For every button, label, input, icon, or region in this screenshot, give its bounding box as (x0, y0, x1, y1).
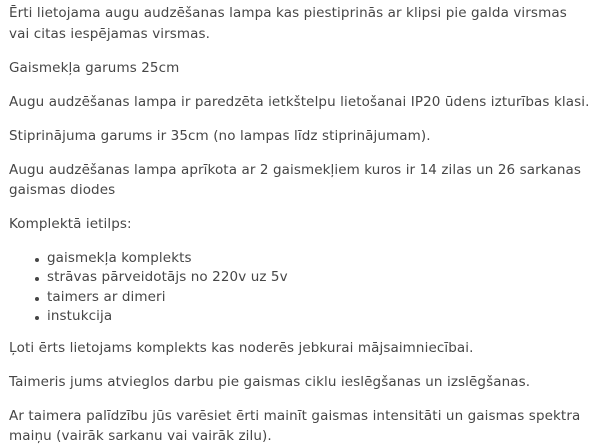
kit-contents-list (9, 249, 590, 327)
description-paragraph: Stiprinājuma garums ir 35cm (no lampas līdz stiprinājumam). (9, 127, 431, 144)
list-item: instukcija (35, 307, 590, 327)
description-paragraph: Gaismekļa garums 25cm (9, 59, 180, 76)
list-item: gaismekļa komplekts (35, 249, 590, 269)
list-item: strāvas pārveidotājs no 220v uz 5v (35, 268, 590, 288)
kit-contents-heading: Komplektā ietilps: (9, 216, 132, 232)
description-paragraph: Ar taimera palīdzību jūs varēsiet ērti mainīt gaismas intensitāti un gaismas spektra maiņu (vairāk sarkanu vai vairāk zilu). (9, 407, 581, 444)
description-paragraph: Augu audzēšanas lampa ir paredzēta ietkštelpu lietošanai IP20 ūdens izturības klasi. (9, 93, 590, 110)
description-paragraph: Ērti lietojama augu audzēšanas lampa kas piestiprinās ar klipsi pie galda virsmas vai citas iespējamas virsmas. (9, 5, 567, 42)
description-paragraph: Augu audzēšanas lampa aprīkota ar 2 gaismekļiem kuros ir 14 zilas un 26 sarkanas gaismas diodes (9, 161, 581, 198)
description-paragraph: Taimeris jums atvieglos darbu pie gaismas ciklu ieslēgšanas un izslēgšanas. (9, 373, 531, 390)
list-item: taimers ar dimeri (35, 288, 590, 308)
description-paragraph: Ļoti ērts lietojams komplekts kas noderēs jebkurai mājsaimniecībai. (9, 339, 474, 356)
